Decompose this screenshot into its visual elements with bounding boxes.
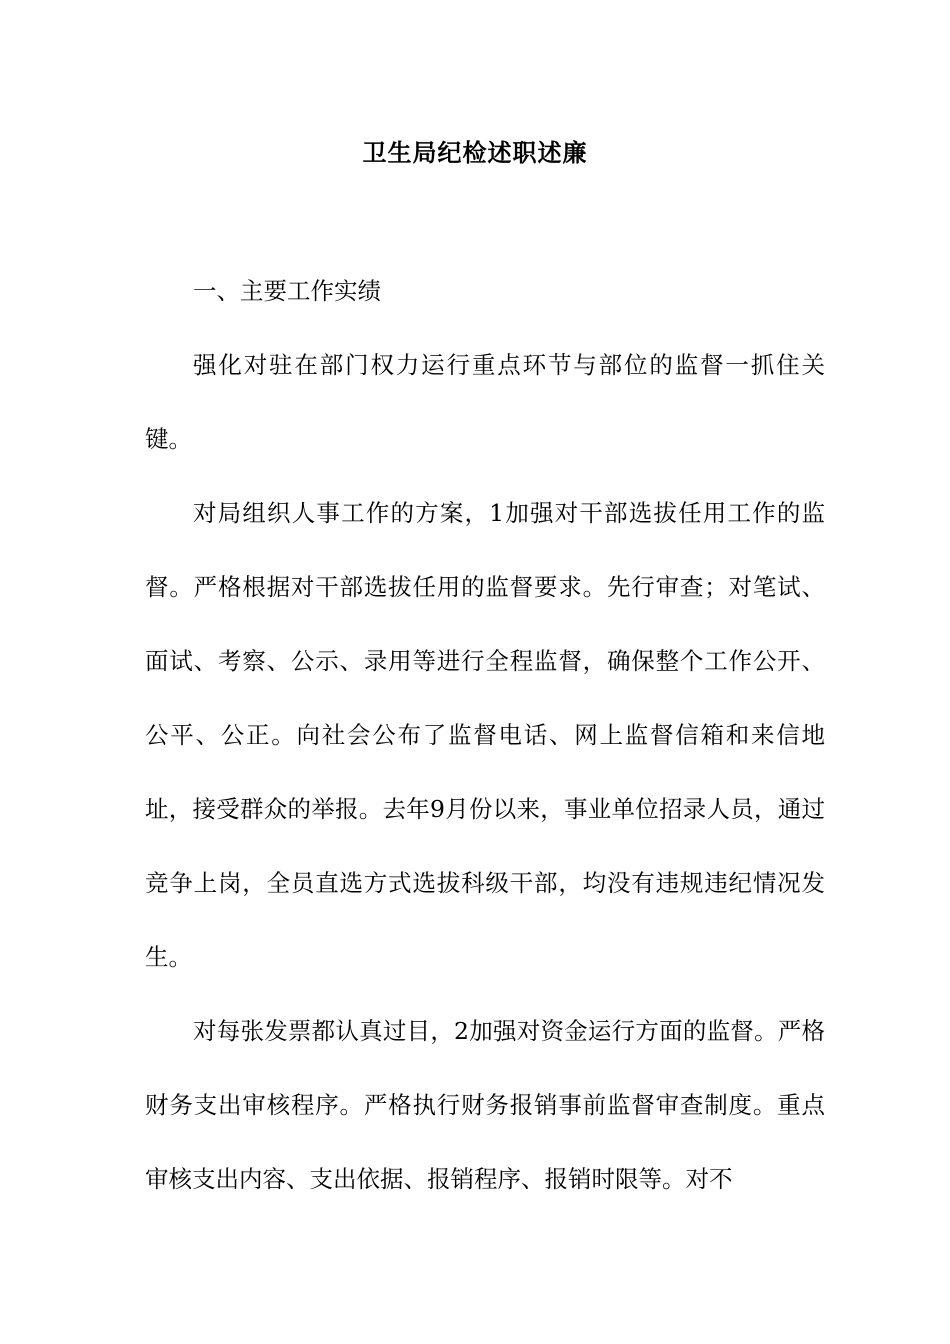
- document-body: [145, 254, 825, 1216]
- paragraph-2: 对局组织人事工作的方案，1加强对干部选拔任用工作的监督。严格根据对干部选拔任用的监督要求。先行审查；对笔试、面试、考察、公示、录用等进行全程监督，确保整个工作公开、公平、公正。向社会公布了监督电话、网上监督信箱和来信地址，接受群众的举报。去年9月份以来，事业单位招录人员，通过竞争上岗，全员直选方式选拔科级干部，均没有违规违纪情况发生。: [145, 499, 825, 971]
- paragraph-3: 对每张发票都认真过目，2加强对资金运行方面的监督。严格财务支出审核程序。严格执行财务报销事前监督审查制度。重点审核支出内容、支出依据、报销程序、报销时限等。对不: [145, 1017, 825, 1193]
- section-heading: 一、主要工作实绩: [193, 277, 381, 305]
- document-title: 卫生局纪检述职述廉: [362, 138, 588, 167]
- paragraph-1: 强化对驻在部门权力运行重点环节与部位的监督一抓住关键。: [145, 351, 825, 453]
